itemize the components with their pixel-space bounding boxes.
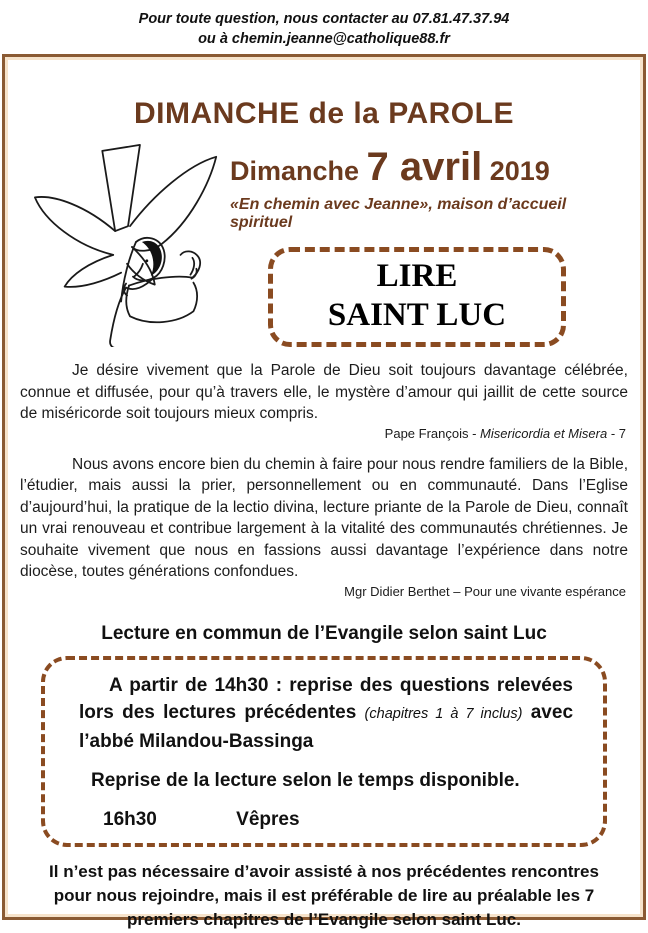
contact-email-line: ou à chemin.jeanne@catholique88.fr xyxy=(198,31,450,47)
page-title: DIMANCHE de la PAROLE xyxy=(134,97,514,130)
program-item-2: Reprise de la lecture selon le temps disponible. xyxy=(91,769,520,791)
program-item1-text: A partir de 14h30 : reprise des questions relevées lors des lectures précédentes xyxy=(79,674,573,723)
attrib1-work: Misericordia et Misera xyxy=(480,425,608,441)
program-item-1 xyxy=(79,672,573,755)
section-heading: Lecture en commun de l’Evangile selon saint Luc xyxy=(101,622,547,644)
program-item1-note: (chapitres 1 à 7 inclus) xyxy=(364,705,523,722)
hero-section xyxy=(18,135,630,347)
quote2-attribution: Mgr Didier Berthet – Pour une vivante espérance xyxy=(344,583,626,599)
attrib1-suffix: - 7 xyxy=(607,425,626,441)
jeanne-reading-scroll-line-drawing-icon xyxy=(26,137,238,347)
poster-frame xyxy=(2,54,646,929)
badge-line-1: LIRE xyxy=(376,258,458,294)
quote-mgr-berthet: Nous avons encore bien du chemin à faire pour nous rendre familiers de la Bible, l’étudier, mais aussi la prier, personnellement ou en communauté. Dans l’Eglise d’aujourd’hui, la pratique de la lectio divina, lecture priante de la Parole de Dieu, connaît un vrai renouveau et contribue largement à la vitalité des communautés chrétiennes. Je souhaite vivement que nous en fassions aussi davantage l’expérience dans notre diocèse, toutes générations confondues. xyxy=(20,455,628,580)
date-year: 2019 xyxy=(482,156,550,186)
program-item-3 xyxy=(79,806,573,833)
program-box xyxy=(41,656,607,847)
date-prefix: Dimanche xyxy=(230,156,367,186)
quote1-attribution xyxy=(18,426,626,441)
date-day: 7 avril xyxy=(366,145,483,189)
lire-saint-luc-badge xyxy=(268,247,566,347)
venue-subtitle: «En chemin avec Jeanne», maison d’accueil spirituel xyxy=(230,196,567,231)
contact-info xyxy=(0,0,648,49)
attrib1-name: Pape François - xyxy=(384,425,481,441)
program-item1-text2: avec l’abbé Milandou-Bassinga xyxy=(79,701,574,752)
contact-phone-line: Pour toute question, nous contacter au 07.81.47.37.94 xyxy=(138,11,510,27)
event-date xyxy=(230,135,630,190)
footer-note: Il n’est pas nécessaire d’avoir assisté à nos précédentes rencontres pour nous rejoindre, mais il est préférable de lire au préalable les 7 premiers chapitres de l’Evangile selon saint Luc. xyxy=(49,861,599,929)
quote-pape-francois: Je désire vivement que la Parole de Dieu soit toujours davantage célébrée, connue et diffusée, pour qu’à travers elle, le mystère d’amour qui jaillit de cette source de miséricorde soit toujours mieux compris. xyxy=(20,362,628,422)
badge-line-2: SAINT LUC xyxy=(327,297,507,333)
program-item3-time: 16h30 xyxy=(103,808,157,830)
program-item3-label: Vêpres xyxy=(236,808,300,830)
